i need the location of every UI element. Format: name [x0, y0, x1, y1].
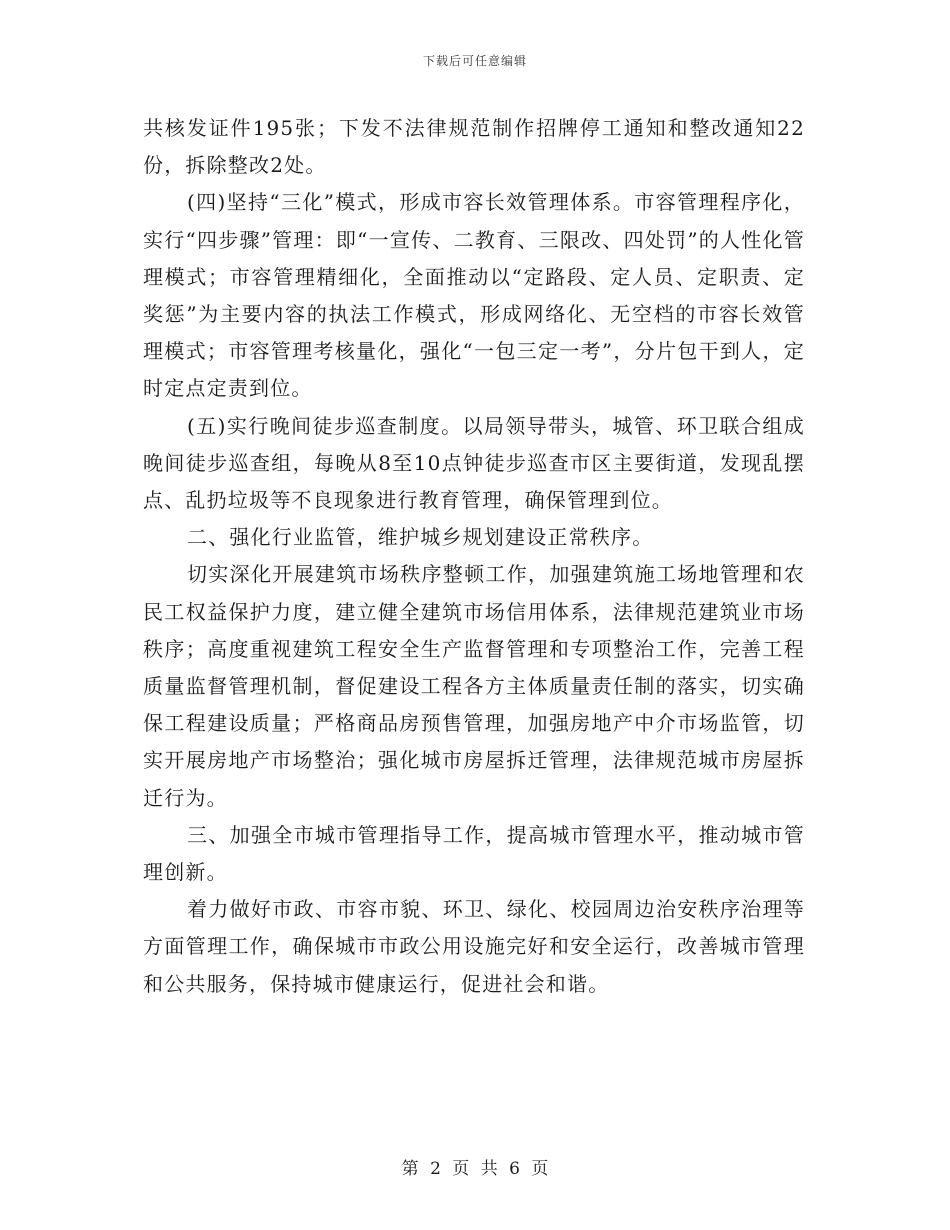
document-body: [143, 110, 805, 1003]
paragraph-item-five: (五)实行晚间徒步巡查制度。以局领导带头，城管、环卫联合组成晚间徒步巡查组，每晚从8至10点钟徒步巡查市区主要街道，发现乱摆点、乱扔垃圾等不良现象进行教育管理，确保管理到位。: [143, 413, 805, 513]
page-number: 第 2 页 共 6 页: [401, 1159, 549, 1179]
header-note: 下载后可任意编辑: [422, 54, 527, 68]
paragraph-section-three-body: 着力做好市政、市容市貌、环卫、绿化、校园周边治安秩序治理等方面管理工作，确保城市市政公用设施完好和安全运行，改善城市管理和公共服务，保持城市健康运行，促进社会和谐。: [143, 897, 805, 996]
section-heading-three: 三、加强全市城市管理指导工作，提高城市管理水平，推动城市管理创新。: [143, 822, 805, 885]
paragraph-section-two-body: 切实深化开展建筑市场秩序整顿工作，加强建筑施工场地管理和农民工权益保护力度，建立健全建筑市场信用体系，法律规范建筑业市场秩序；高度重视建筑工程安全生产监督管理和专项整治工作，完善工程质量监督管理机制，督促建设工程各方主体质量责任制的落实，切实确保工程建设质量；严格商品房预售管理，加强房地产中介市场监管，切实开展房地产市场整治；强化城市房屋拆迁管理，法律规范城市房屋拆迁行为。: [143, 562, 805, 810]
paragraph-continuation: 共核发证件195张；下发不法律规范制作招牌停工通知和整改通知22份，拆除整改2处。: [143, 116, 805, 178]
paragraph-item-four: (四)坚持“三化”模式，形成市容长效管理体系。市容管理程序化，实行“四步骤”管理：即“一宣传、二教育、三限改、四处罚”的人性化管理模式；市容管理精细化，全面推动以“定路段、定人员、定职责、定奖惩”为主要内容的执法工作模式，形成网络化、无空档的市容长效管理模式；市容管理考核量化，强化“一包三定一考”，分片包干到人，定时定点定责到位。: [143, 190, 805, 401]
section-heading-two: 二、强化行业监管，维护城乡规划建设正常秩序。: [187, 525, 654, 550]
